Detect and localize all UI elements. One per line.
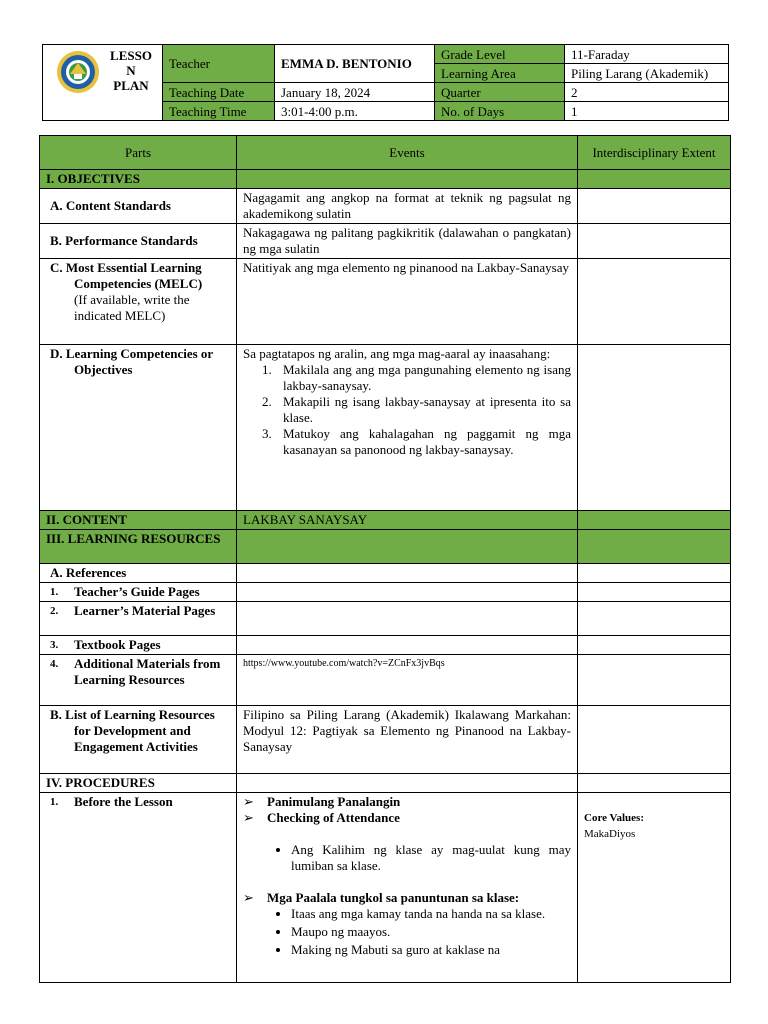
before-lesson-label: Before the Lesson (74, 794, 173, 809)
additional-materials-link[interactable]: https://www.youtube.com/watch?v=ZCnFx3jvBqs (237, 655, 578, 706)
days-label: No. of Days (435, 102, 565, 121)
learning-competencies-label: D. Learning Competencies or Objectives (40, 345, 237, 511)
melc-label: C. Most Essential Learning Competencies (MELC) (50, 260, 203, 291)
content-standards-label: A. Content Standards (40, 189, 237, 224)
prayer-item: ➢ Panimulang Panalangin (243, 794, 401, 809)
grade-level-value: 11-Faraday (565, 45, 729, 64)
learning-resources-heading-events (237, 530, 578, 564)
document-title: LESSO N PLAN (110, 48, 152, 93)
melc-note: (If available, write the indicated MELC) (74, 292, 190, 323)
teachers-guide-extent (578, 583, 731, 602)
textbook-pages-extent (578, 636, 731, 655)
list-item: 2. Makapili ng isang lakbay-sanaysay at ipresenta ito sa klase. (275, 394, 571, 426)
content-standards-extent (578, 189, 731, 224)
teacher-label: Teacher (163, 45, 275, 83)
textbook-pages-row: 3. Textbook Pages (40, 636, 237, 655)
before-lesson-row: 1. Before the Lesson (40, 793, 237, 983)
list-item: • Itaas ang mga kamay tanda na handa na sa klase. (291, 906, 571, 922)
arrow-bullet-icon: ➢ (243, 810, 254, 825)
rules-bullets (243, 906, 571, 958)
list-item: 3. Matukoy ang kahalagahan ng paggamit ng mga kasanayan sa panonood ng lakbay-sanaysay. (275, 426, 571, 458)
textbook-pages-value (237, 636, 578, 655)
before-lesson-events (237, 793, 578, 983)
teachers-guide-row: 1. Teacher’s Guide Pages (40, 583, 237, 602)
objectives-heading-extent (578, 170, 731, 189)
core-values-value: MakaDiyos (584, 828, 636, 840)
procedures-heading-events (237, 774, 578, 793)
teaching-date-value: January 18, 2024 (275, 83, 435, 102)
resources-list-extent (578, 706, 731, 774)
grade-level-label: Grade Level (435, 45, 565, 64)
lesson-plan-header (42, 44, 729, 121)
content-value: LAKBAY SANAYSAY (237, 511, 578, 530)
resources-list-text: Filipino sa Piling Larang (Akademik) Ikalawang Markahan: Modyul 12: Pagtiyak sa Elemento ng Pinanood na Lakbay-Sanaysay (237, 706, 578, 774)
performance-standards-extent (578, 224, 731, 259)
learners-material-extent (578, 602, 731, 636)
teaching-time-value: 3:01-4:00 p.m. (275, 102, 435, 121)
column-header-events: Events (237, 136, 578, 170)
performance-standards-text: Nakagagawa ng palitang pagkikritik (dalawahan o pangkatan) ng mga sulatin (237, 224, 578, 259)
list-item: • Ang Kalihim ng klase ay mag-uulat kung may lumiban sa klase. (291, 842, 571, 874)
resources-list-label: B. List of Learning Resources for Development and Engagement Activities (40, 706, 237, 774)
teaching-time-label: Teaching Time (163, 102, 275, 121)
learners-material-label: Learner’s Material Pages (74, 603, 216, 618)
column-header-extent: Interdisciplinary Extent (578, 136, 731, 170)
content-heading: II. CONTENT (40, 511, 237, 530)
references-events (237, 564, 578, 583)
before-lesson-extent (578, 793, 731, 983)
melc-extent (578, 259, 731, 345)
learning-objectives-list (243, 362, 571, 458)
objectives-heading-events (237, 170, 578, 189)
references-label: A. References (40, 564, 237, 583)
additional-materials-row: 4. Additional Materials from Learning Resources (40, 655, 237, 706)
objectives-heading: I. OBJECTIVES (40, 170, 237, 189)
attendance-item: ➢ Checking of Attendance (243, 810, 400, 825)
content-standards-text: Nagagamit ang angkop na format at teknik ng pagsulat ng akademikong sulatin (237, 189, 578, 224)
teaching-date-label: Teaching Date (163, 83, 275, 102)
logo-cell (43, 45, 163, 121)
procedures-heading: IV. PROCEDURES (40, 774, 237, 793)
learning-competencies-extent (578, 345, 731, 511)
list-item: 1. Makilala ang ang mga pangunahing elemento ng isang lakbay-sanaysay. (275, 362, 571, 394)
learning-competencies-intro: Sa pagtatapos ng aralin, ang mga mag-aaral ay inaasahang: (243, 346, 551, 361)
procedures-heading-extent (578, 774, 731, 793)
core-values-label: Core Values: (584, 812, 644, 824)
melc-label-cell (40, 259, 237, 345)
learning-resources-heading: III. LEARNING RESOURCES (40, 530, 237, 564)
learners-material-value (237, 602, 578, 636)
teachers-guide-value (237, 583, 578, 602)
content-extent (578, 511, 731, 530)
attendance-bullets (243, 842, 571, 874)
arrow-bullet-icon: ➢ (243, 794, 254, 809)
days-value: 1 (565, 102, 729, 121)
list-item: • Making ng Mabuti sa guro at kaklase na (291, 942, 571, 958)
teacher-name: EMMA D. BENTONIO (275, 45, 435, 83)
lesson-plan-table (39, 135, 731, 983)
learning-resources-heading-extent (578, 530, 731, 564)
school-seal-icon (56, 50, 100, 94)
performance-standards-label: B. Performance Standards (40, 224, 237, 259)
melc-text: Natitiyak ang mga elemento ng pinanood na Lakbay-Sanaysay (237, 259, 578, 345)
arrow-bullet-icon: ➢ (243, 890, 254, 905)
learning-area-label: Learning Area (435, 64, 565, 83)
additional-materials-extent (578, 655, 731, 706)
additional-materials-label: Additional Materials from Learning Resources (74, 656, 221, 687)
quarter-label: Quarter (435, 83, 565, 102)
teachers-guide-label: Teacher’s Guide Pages (74, 584, 200, 599)
quarter-value: 2 (565, 83, 729, 102)
list-item: • Maupo ng maayos. (291, 924, 571, 940)
learning-competencies-cell (237, 345, 578, 511)
column-header-parts: Parts (40, 136, 237, 170)
references-extent (578, 564, 731, 583)
rules-item: ➢ Mga Paalala tungkol sa panuntunan sa klase: (243, 890, 520, 905)
learning-area-value: Piling Larang (Akademik) (565, 64, 729, 83)
learners-material-row: 2. Learner’s Material Pages (40, 602, 237, 636)
textbook-pages-label: Textbook Pages (74, 637, 161, 652)
